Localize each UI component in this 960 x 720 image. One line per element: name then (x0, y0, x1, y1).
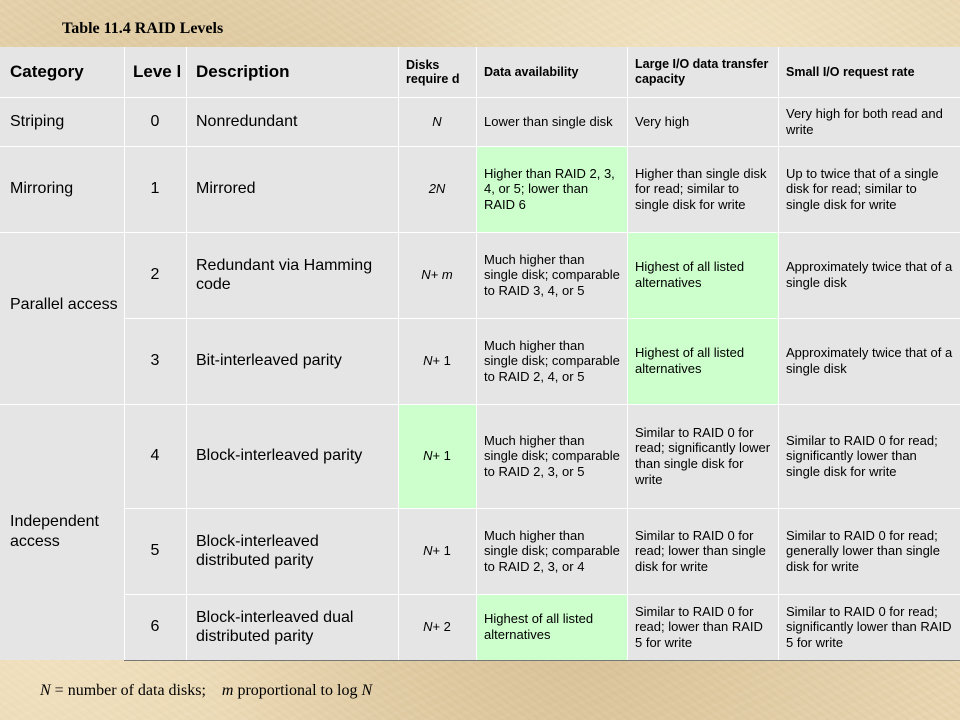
grid-line (186, 47, 187, 660)
small-io-cell: Similar to RAID 0 for read; significantly lower than single disk for write (778, 404, 960, 508)
grid-line (0, 232, 960, 233)
grid-line (124, 660, 960, 661)
category-independent-access: Independent access (0, 404, 124, 660)
large-io-cell-highlighted: Highest of all listed alternatives (627, 318, 778, 404)
level-cell: 2 (124, 232, 186, 318)
disks-cell: N + 2 (398, 594, 476, 660)
availability-cell: Much higher than single disk; comparable to RAID 2, 3, or 5 (476, 404, 627, 508)
header-disks-required: Disks require d (398, 47, 476, 97)
table-footnote: N = number of data disks; m proportional to log N (40, 682, 373, 699)
small-io-cell: Approximately twice that of a single disk (778, 232, 960, 318)
availability-cell: Much higher than single disk; comparable to RAID 2, 4, or 5 (476, 318, 627, 404)
description-cell: Nonredundant (186, 97, 398, 146)
grid-line (398, 47, 399, 660)
grid-line (124, 47, 125, 660)
large-io-cell: Higher than single disk for read; similar to single disk for write (627, 146, 778, 232)
disks-cell: N + m (398, 232, 476, 318)
grid-line (476, 47, 477, 660)
disks-cell: 2N (398, 146, 476, 232)
header-description: Description (186, 47, 398, 97)
grid-line (124, 594, 960, 595)
availability-cell: Much higher than single disk; comparable to RAID 2, 3, or 4 (476, 508, 627, 594)
category-mirroring: Mirroring (0, 146, 124, 232)
description-cell: Block-interleaved dual distributed parity (186, 594, 398, 660)
large-io-cell-highlighted: Highest of all listed alternatives (627, 232, 778, 318)
header-category: Category (0, 47, 124, 97)
large-io-cell: Similar to RAID 0 for read; lower than RAID 5 for write (627, 594, 778, 660)
description-cell: Block-interleaved distributed parity (186, 508, 398, 594)
grid-line (124, 318, 960, 319)
grid-line (778, 47, 779, 660)
availability-cell-highlighted: Highest of all listed alternatives (476, 594, 627, 660)
availability-cell: Much higher than single disk; comparable to RAID 3, 4, or 5 (476, 232, 627, 318)
disks-cell-highlighted: N + 1 (398, 404, 476, 508)
category-parallel-access: Parallel access (0, 232, 124, 404)
level-cell: 1 (124, 146, 186, 232)
level-cell: 6 (124, 594, 186, 660)
availability-cell-highlighted: Higher than RAID 2, 3, 4, or 5; lower than RAID 6 (476, 146, 627, 232)
level-cell: 3 (124, 318, 186, 404)
large-io-cell: Similar to RAID 0 for read; lower than single disk for write (627, 508, 778, 594)
grid-line (0, 146, 960, 147)
small-io-cell: Up to twice that of a single disk for read; similar to single disk for write (778, 146, 960, 232)
large-io-cell: Very high (627, 97, 778, 146)
disks-cell: N + 1 (398, 318, 476, 404)
header-data-availability: Data availability (476, 47, 627, 97)
small-io-cell: Approximately twice that of a single disk (778, 318, 960, 404)
large-io-cell: Similar to RAID 0 for read; significantly lower than single disk for write (627, 404, 778, 508)
category-striping: Striping (0, 97, 124, 146)
description-cell: Redundant via Hamming code (186, 232, 398, 318)
disks-cell: N (398, 97, 476, 146)
level-cell: 5 (124, 508, 186, 594)
header-large-io: Large I/O data transfer capacity (627, 47, 778, 97)
grid-line (627, 47, 628, 660)
grid-line (0, 97, 960, 98)
description-cell: Mirrored (186, 146, 398, 232)
header-small-io: Small I/O request rate (778, 47, 960, 97)
level-cell: 0 (124, 97, 186, 146)
description-cell: Bit-interleaved parity (186, 318, 398, 404)
small-io-cell: Similar to RAID 0 for read; generally lower than single disk for write (778, 508, 960, 594)
level-cell: 4 (124, 404, 186, 508)
small-io-cell: Similar to RAID 0 for read; significantly lower than RAID 5 for write (778, 594, 960, 660)
disks-cell: N + 1 (398, 508, 476, 594)
description-cell: Block-interleaved parity (186, 404, 398, 508)
grid-line (124, 508, 960, 509)
table-caption: Table 11.4 RAID Levels (62, 20, 224, 37)
availability-cell: Lower than single disk (476, 97, 627, 146)
header-level: Leve l (124, 47, 186, 97)
grid-line (0, 404, 960, 405)
small-io-cell: Very high for both read and write (778, 97, 960, 146)
